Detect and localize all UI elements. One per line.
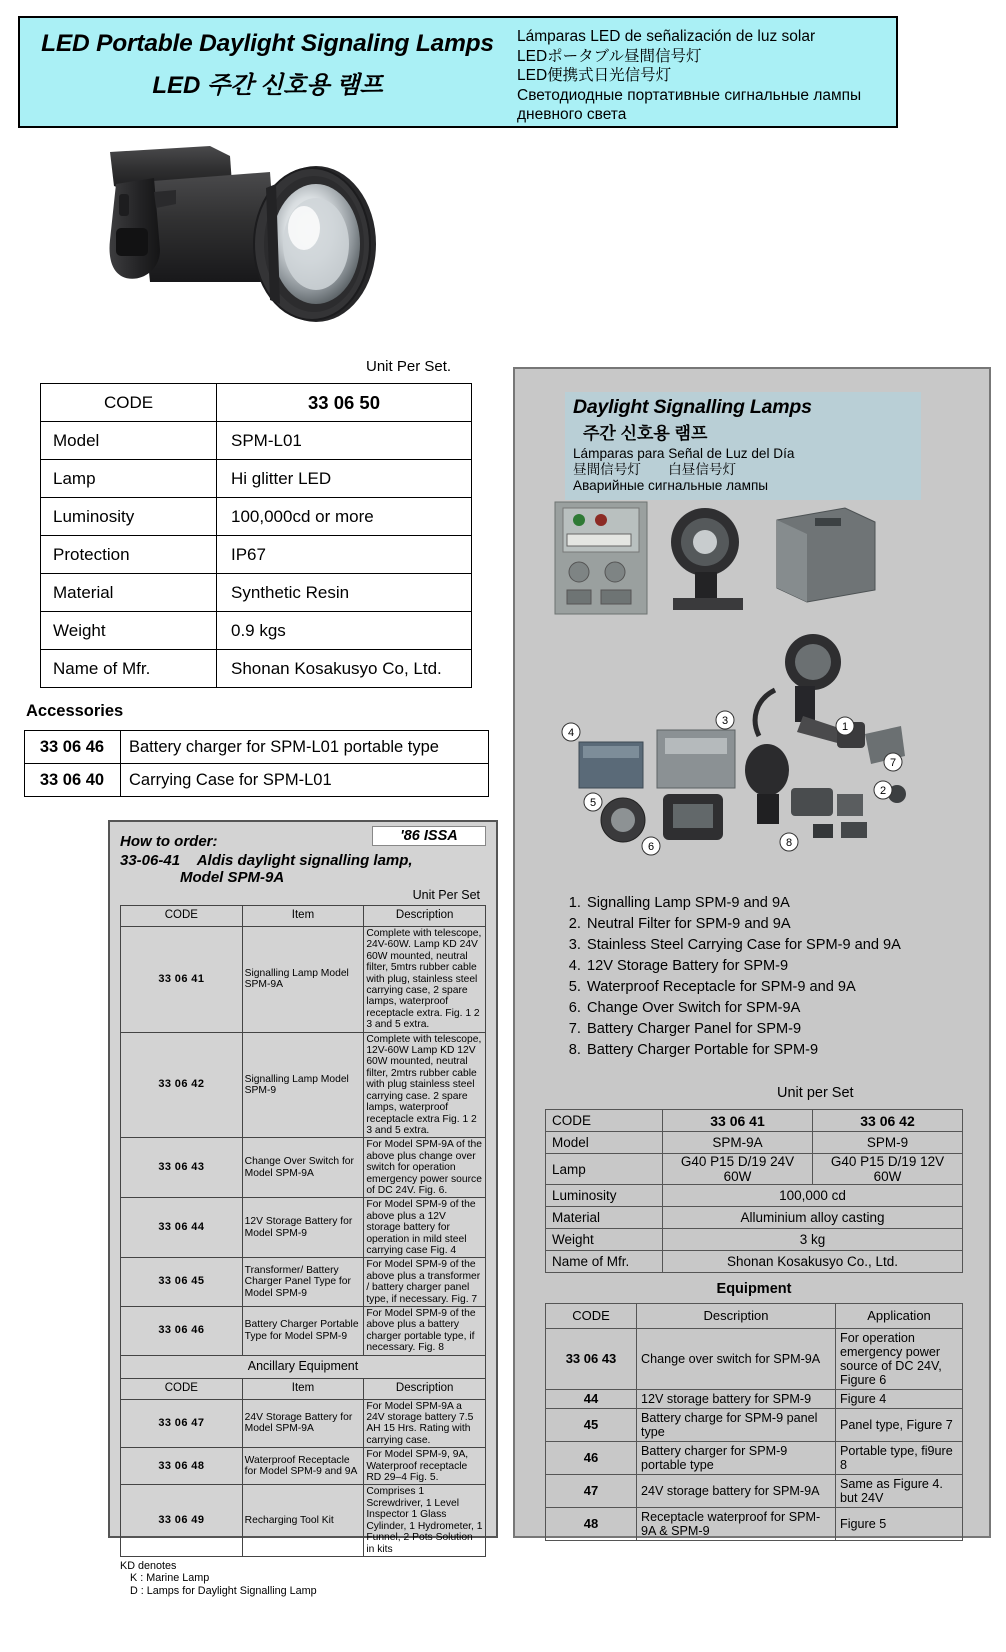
table-row <box>121 1448 486 1485</box>
table-row <box>121 1138 486 1198</box>
translation-japanese: LEDポータブル昼間信号灯 <box>517 47 702 65</box>
spec-label: Luminosity <box>41 498 217 536</box>
table-row <box>25 731 489 764</box>
equipment-description: Receptacle waterproof for SPM-9A & SPM-9 <box>637 1508 836 1541</box>
equipment-application: Portable type, fi9ure 8 <box>836 1442 963 1475</box>
spec-label: Protection <box>41 536 217 574</box>
list-item: 8. Battery Charger Portable for SPM-9 <box>585 1040 901 1061</box>
order-row-item: Change Over Switch for Model SPM-9A <box>242 1138 364 1198</box>
svg-text:4: 4 <box>567 727 575 739</box>
spec-value: 100,000 cd <box>663 1185 963 1207</box>
order-row-description: For Model SPM-9A of the above plus change over switch for operation emergency power source of DC 24V. Fig. 6. <box>364 1138 486 1198</box>
spec-label: Lamp <box>41 460 217 498</box>
order-row-description: Complete with telescope, 12V-60W Lamp KD 12V 60W mounted, neutral filter, 2mtrs rubber cable with plug stainless steel carrying case. 2 spare lamps, waterproof receptacle extra Fig. 1 2 3 and 5 extra. <box>364 1032 486 1138</box>
spec-label: Material <box>546 1207 663 1229</box>
subtitle-russian: Аварийные сигнальные лампы <box>573 478 769 493</box>
accessories-heading: Accessories <box>26 702 124 720</box>
ancillary-row-description: For Model SPM-9, 9A, Waterproof receptacle RD 29–4 Fig. 5. <box>364 1448 486 1485</box>
daylight-signalling-lamps-panel <box>513 367 991 1538</box>
spec-value: 0.9 kgs <box>217 612 472 650</box>
equipment-code: 45 <box>546 1409 637 1442</box>
right-panel-subtitles <box>573 446 913 494</box>
ancillary-row-code: 33 06 48 <box>121 1448 243 1485</box>
spec-label: Weight <box>41 612 217 650</box>
page-title-english: LED Portable Daylight Signaling Lamps <box>41 30 494 57</box>
col-header-item: Item <box>242 1378 364 1399</box>
list-item: 3. Stainless Steel Carrying Case for SPM-9 and 9A <box>585 935 901 956</box>
right-panel-title-line <box>573 396 913 444</box>
right-panel-spec-table <box>545 1109 963 1273</box>
table-row <box>546 1251 963 1273</box>
spec-value: Shonan Kosakusyo Co., Ltd. <box>663 1251 963 1273</box>
order-row-code: 33 06 46 <box>121 1307 243 1356</box>
kd-note-line-3: D : Lamps for Daylight Signalling Lamp <box>130 1584 317 1597</box>
unit-per-set-caption: Unit Per Set. <box>366 358 452 375</box>
table-row <box>41 650 472 688</box>
equipment-description: Change over switch for SPM-9A <box>637 1329 836 1390</box>
order-row-code: 33 06 43 <box>121 1138 243 1198</box>
table-row <box>41 384 472 422</box>
order-row-description: For Model SPM-9 of the above plus a battery charger portable type, if necessary. Fig. 8 <box>364 1307 486 1356</box>
col-header-description: Description <box>364 1378 486 1399</box>
col-header-description: Description <box>364 906 486 927</box>
table-row <box>546 1229 963 1251</box>
svg-text:1: 1 <box>841 721 849 733</box>
svg-text:2: 2 <box>879 785 887 797</box>
table-row <box>546 1390 963 1409</box>
list-item: 2. Neutral Filter for SPM-9 and 9A <box>585 914 901 935</box>
spec-value: Shonan Kosakusyo Co, Ltd. <box>217 650 472 688</box>
accessory-description: Carrying Case for SPM-L01 <box>121 764 489 797</box>
table-row <box>546 1132 963 1154</box>
order-row-code: 33 06 42 <box>121 1032 243 1138</box>
svg-text:5: 5 <box>589 797 597 809</box>
table-row <box>546 1329 963 1390</box>
equipment-code: 44 <box>546 1390 637 1409</box>
right-panel-title-korean: 주간 신호용 램프 <box>583 424 708 443</box>
table-row <box>41 574 472 612</box>
svg-text:7: 7 <box>889 757 897 769</box>
equipment-code: 48 <box>546 1508 637 1541</box>
order-reference <box>120 852 486 886</box>
spec-value: G40 P15 D/19 24V 60W <box>663 1154 813 1185</box>
table-row <box>41 498 472 536</box>
accessory-code: 33 06 46 <box>25 731 121 764</box>
table-row <box>546 1475 963 1508</box>
table-row <box>121 1198 486 1258</box>
table-row <box>121 927 486 1033</box>
right-panel-unit-per-set: Unit per Set <box>777 1085 854 1101</box>
equipment-table-heading: Equipment <box>716 1281 792 1297</box>
order-code-number: 33-06-41 <box>120 852 181 869</box>
kd-note-line-2: K : Marine Lamp <box>130 1572 210 1585</box>
kd-denotes-note <box>120 1560 486 1598</box>
svg-text:3: 3 <box>721 715 729 727</box>
table-row <box>41 612 472 650</box>
kd-note-line-1: KD denotes <box>120 1559 177 1572</box>
translation-chinese: LED便携式日光信号灯 <box>517 67 672 84</box>
order-row-item: Battery Charger Portable Type for Model SPM-9 <box>242 1307 364 1356</box>
table-row <box>546 1207 963 1229</box>
equipment-application: Figure 4 <box>836 1390 963 1409</box>
spec-value: SPM-L01 <box>217 422 472 460</box>
spec-code-1: 33 06 41 <box>663 1110 813 1132</box>
order-model: Model SPM-9A <box>180 869 285 886</box>
equipment-application: Panel type, Figure 7 <box>836 1409 963 1442</box>
spec-label: CODE <box>546 1110 663 1132</box>
table-row <box>546 1185 963 1207</box>
equipment-legend-list <box>563 893 901 1061</box>
table-row <box>41 460 472 498</box>
spec-label: Lamp <box>546 1154 663 1185</box>
equipment-application: For operation emergency power source of DC 24V, Figure 6 <box>836 1329 963 1390</box>
equipment-code: 47 <box>546 1475 637 1508</box>
table-row <box>41 536 472 574</box>
issa-badge: '86 ISSA <box>372 826 486 846</box>
order-row-item: 12V Storage Battery for Model SPM-9 <box>242 1198 364 1258</box>
equipment-code: 33 06 43 <box>546 1329 637 1390</box>
table-row <box>546 1409 963 1442</box>
ancillary-row-description: Comprises 1 Screwdriver, 1 Level Inspector 1 Glass Cylinder, 1 Hydrometer, 1 Funnel, 2 Pots Solution in kits <box>364 1485 486 1556</box>
spec-label: Material <box>41 574 217 612</box>
equipment-table <box>545 1303 963 1541</box>
spec-label: Name of Mfr. <box>546 1251 663 1273</box>
order-row-description: For Model SPM-9 of the above plus a 12V storage battery for operation in mild steel carrying case Fig. 4 <box>364 1198 486 1258</box>
list-item: 6. Change Over Switch for SPM-9A <box>585 998 901 1019</box>
equipment-application: Same as Figure 4. but 24V <box>836 1475 963 1508</box>
accessories-table <box>24 730 489 797</box>
subtitle-spanish: Lámparas para Señal de Luz del Día <box>573 446 795 461</box>
ancillary-row-code: 33 06 47 <box>121 1399 243 1448</box>
svg-text:8: 8 <box>785 837 793 849</box>
equipment-description: Battery charger for SPM-9 portable type <box>637 1442 836 1475</box>
product-spec-table <box>40 383 472 688</box>
spec-value: G40 P15 D/19 12V 60W <box>813 1154 963 1185</box>
order-row-description: For Model SPM-9 of the above plus a transformer / battery charger panel type, if necessary. Fig. 7 <box>364 1258 486 1307</box>
col-header-code: CODE <box>546 1304 637 1329</box>
ancillary-row-code: 33 06 49 <box>121 1485 243 1556</box>
accessory-description: Battery charger for SPM-L01 portable type <box>121 731 489 764</box>
order-lamp-name: Aldis daylight signalling lamp, <box>196 852 413 869</box>
order-unit-per-set: Unit Per Set <box>412 888 480 902</box>
spec-label: CODE <box>41 384 217 422</box>
table-row <box>546 1110 963 1132</box>
header-translations <box>515 18 896 126</box>
spec-value: SPM-9 <box>813 1132 963 1154</box>
order-row-description: Complete with telescope, 24V-60W. Lamp KD 24V 60W mounted, neutral filter, 5mtrs rubber cable with plug, stainless steel carrying case, 2 spare lamps, waterproof receptacle extra. Fig. 1 2 3 and 5 extra. <box>364 927 486 1033</box>
spec-value: SPM-9A <box>663 1132 813 1154</box>
page-header-banner <box>18 16 898 128</box>
order-row-item: Transformer/ Battery Charger Panel Type for Model SPM-9 <box>242 1258 364 1307</box>
how-to-order-label: How to order: <box>120 833 218 850</box>
ancillary-row-item: Recharging Tool Kit <box>242 1485 364 1556</box>
ancillary-row-item: 24V Storage Battery for Model SPM-9A <box>242 1399 364 1448</box>
spec-label: Luminosity <box>546 1185 663 1207</box>
table-row <box>41 422 472 460</box>
ancillary-equipment-heading: Ancillary Equipment <box>121 1355 486 1378</box>
col-header-code: CODE <box>121 1378 243 1399</box>
table-header-row <box>121 906 486 927</box>
table-header-row <box>121 1378 486 1399</box>
table-section-row <box>121 1355 486 1378</box>
order-row-item: Signalling Lamp Model SPM-9A <box>242 927 364 1033</box>
table-row <box>546 1508 963 1541</box>
table-row <box>121 1032 486 1138</box>
spec-value: Alluminium alloy casting <box>663 1207 963 1229</box>
ancillary-row-item: Waterproof Receptacle for Model SPM-9 and 9A <box>242 1448 364 1485</box>
spec-label: Name of Mfr. <box>41 650 217 688</box>
spec-code-2: 33 06 42 <box>813 1110 963 1132</box>
page-title-korean: LED 주간 신호용 램프 <box>152 72 383 99</box>
equipment-description: 12V storage battery for SPM-9 <box>637 1390 836 1409</box>
spec-label: Weight <box>546 1229 663 1251</box>
spec-value: 3 kg <box>663 1229 963 1251</box>
table-row <box>546 1442 963 1475</box>
equipment-description: 24V storage battery for SPM-9A <box>637 1475 836 1508</box>
spec-value: 100,000cd or more <box>217 498 472 536</box>
table-row <box>546 1154 963 1185</box>
equipment-code: 46 <box>546 1442 637 1475</box>
table-row <box>121 1485 486 1556</box>
spec-value: Hi glitter LED <box>217 460 472 498</box>
accessory-code: 33 06 40 <box>25 764 121 797</box>
right-panel-title: Daylight Signalling Lamps <box>573 396 812 418</box>
header-titles <box>20 18 515 126</box>
col-header-description: Description <box>637 1304 836 1329</box>
order-row-code: 33 06 45 <box>121 1258 243 1307</box>
spec-value: 33 06 50 <box>217 384 472 422</box>
equipment-description: Battery charge for SPM-9 panel type <box>637 1409 836 1442</box>
translation-russian: Светодиодные портативные сигнальные лампы дневного света <box>517 86 862 123</box>
right-panel-header <box>565 392 921 500</box>
order-row-code: 33 06 41 <box>121 927 243 1033</box>
table-row <box>121 1258 486 1307</box>
table-row <box>121 1399 486 1448</box>
how-to-order-panel <box>108 820 498 1597</box>
spec-label: Model <box>41 422 217 460</box>
table-row <box>121 1307 486 1356</box>
list-item: 5. Waterproof Receptacle for SPM-9 and 9A <box>585 977 901 998</box>
ancillary-row-description: For Model SPM-9A a 24V storage battery 7.5 AH 15 Hrs. Rating with carrying case. <box>364 1399 486 1448</box>
list-item: 4. 12V Storage Battery for SPM-9 <box>585 956 901 977</box>
order-items-table <box>120 905 486 1557</box>
spec-label: Model <box>546 1132 663 1154</box>
table-header-row <box>546 1304 963 1329</box>
col-header-code: CODE <box>121 906 243 927</box>
list-item: 7. Battery Charger Panel for SPM-9 <box>585 1019 901 1040</box>
list-item: 1. Signalling Lamp SPM-9 and 9A <box>585 893 901 914</box>
order-row-item: Signalling Lamp Model SPM-9 <box>242 1032 364 1138</box>
table-row <box>25 764 489 797</box>
col-header-application: Application <box>836 1304 963 1329</box>
equipment-application: Figure 5 <box>836 1508 963 1541</box>
order-row-code: 33 06 44 <box>121 1198 243 1258</box>
spec-value: Synthetic Resin <box>217 574 472 612</box>
subtitle-japanese: 昼間信号灯 白昼信号灯 <box>573 462 737 477</box>
translation-spanish: Lámparas LED de señalización de luz solar <box>517 28 816 45</box>
col-header-item: Item <box>242 906 364 927</box>
spec-value: IP67 <box>217 536 472 574</box>
equipment-photo-montage <box>545 494 965 884</box>
product-photo-led-lamp <box>80 132 410 332</box>
svg-text:6: 6 <box>647 841 655 853</box>
